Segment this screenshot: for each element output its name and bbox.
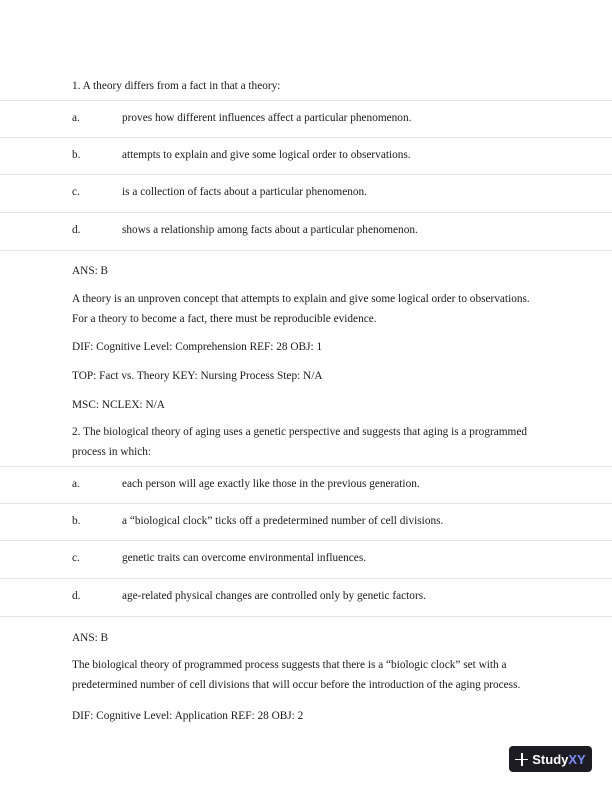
q2-dif: DIF: Cognitive Level: Application REF: 28 OBJ: 2	[72, 710, 304, 722]
question-1-stem: 1. A theory differs from a fact in that a theory:	[72, 80, 281, 92]
option-text: age-related physical changes are controlled only by genetic factors.	[122, 590, 426, 602]
option-letter: d.	[72, 224, 81, 236]
logo-accent: XY	[568, 751, 586, 767]
option-letter: b.	[72, 149, 81, 161]
q1-option-d	[0, 212, 612, 251]
option-text: attempts to explain and give some logical order to observations.	[122, 149, 411, 161]
rationale-line: The biological theory of programmed process suggests that there is a “biologic clock” set with a	[72, 659, 507, 671]
rationale-line: predetermined number of cell divisions that will occur before the introduction of the aging process.	[72, 679, 521, 691]
q1-answer: ANS: B	[72, 265, 109, 277]
logo-brand: Study	[532, 751, 569, 767]
option-letter: a.	[72, 112, 80, 124]
option-text: proves how different influences affect a particular phenomenon.	[122, 112, 412, 124]
option-text: is a collection of facts about a particular phenomenon.	[122, 186, 367, 198]
option-letter: c.	[72, 186, 80, 198]
q1-msc: MSC: NCLEX: N/A	[72, 399, 165, 411]
studyxy-logo[interactable]	[509, 746, 592, 772]
q1-rationale	[72, 289, 552, 329]
stem-line: 2. The biological theory of aging uses a genetic perspective and suggests that aging is a programmed	[72, 426, 527, 438]
option-letter: d.	[72, 590, 81, 602]
q1-option-b	[0, 137, 612, 175]
rationale-line: A theory is an unproven concept that attempts to explain and give some logical order to observations.	[72, 293, 530, 305]
stem-line: process in which:	[72, 446, 152, 458]
option-text: a “biological clock” ticks off a predetermined number of cell divisions.	[122, 515, 444, 527]
q2-rationale	[72, 655, 552, 695]
option-text: each person will age exactly like those in the previous generation.	[122, 478, 420, 490]
option-letter: c.	[72, 552, 80, 564]
question-2-stem	[72, 422, 552, 462]
q2-option-d	[0, 578, 612, 617]
q1-option-c	[0, 174, 612, 212]
option-letter: a.	[72, 478, 80, 490]
q1-dif: DIF: Cognitive Level: Comprehension REF: 28 OBJ: 1	[72, 341, 323, 353]
q1-top: TOP: Fact vs. Theory KEY: Nursing Process Step: N/A	[72, 370, 323, 382]
option-letter: b.	[72, 515, 81, 527]
q2-option-a	[0, 466, 612, 504]
option-text: genetic traits can overcome environmental influences.	[122, 552, 367, 564]
q2-option-b	[0, 503, 612, 541]
logo-text	[532, 752, 585, 767]
option-text: shows a relationship among facts about a particular phenomenon.	[122, 224, 418, 236]
plus-icon	[515, 753, 528, 766]
rationale-line: For a theory to become a fact, there must be reproducible evidence.	[72, 313, 377, 325]
q1-option-a	[0, 100, 612, 138]
q2-option-c	[0, 540, 612, 578]
q2-answer: ANS: B	[72, 632, 109, 644]
